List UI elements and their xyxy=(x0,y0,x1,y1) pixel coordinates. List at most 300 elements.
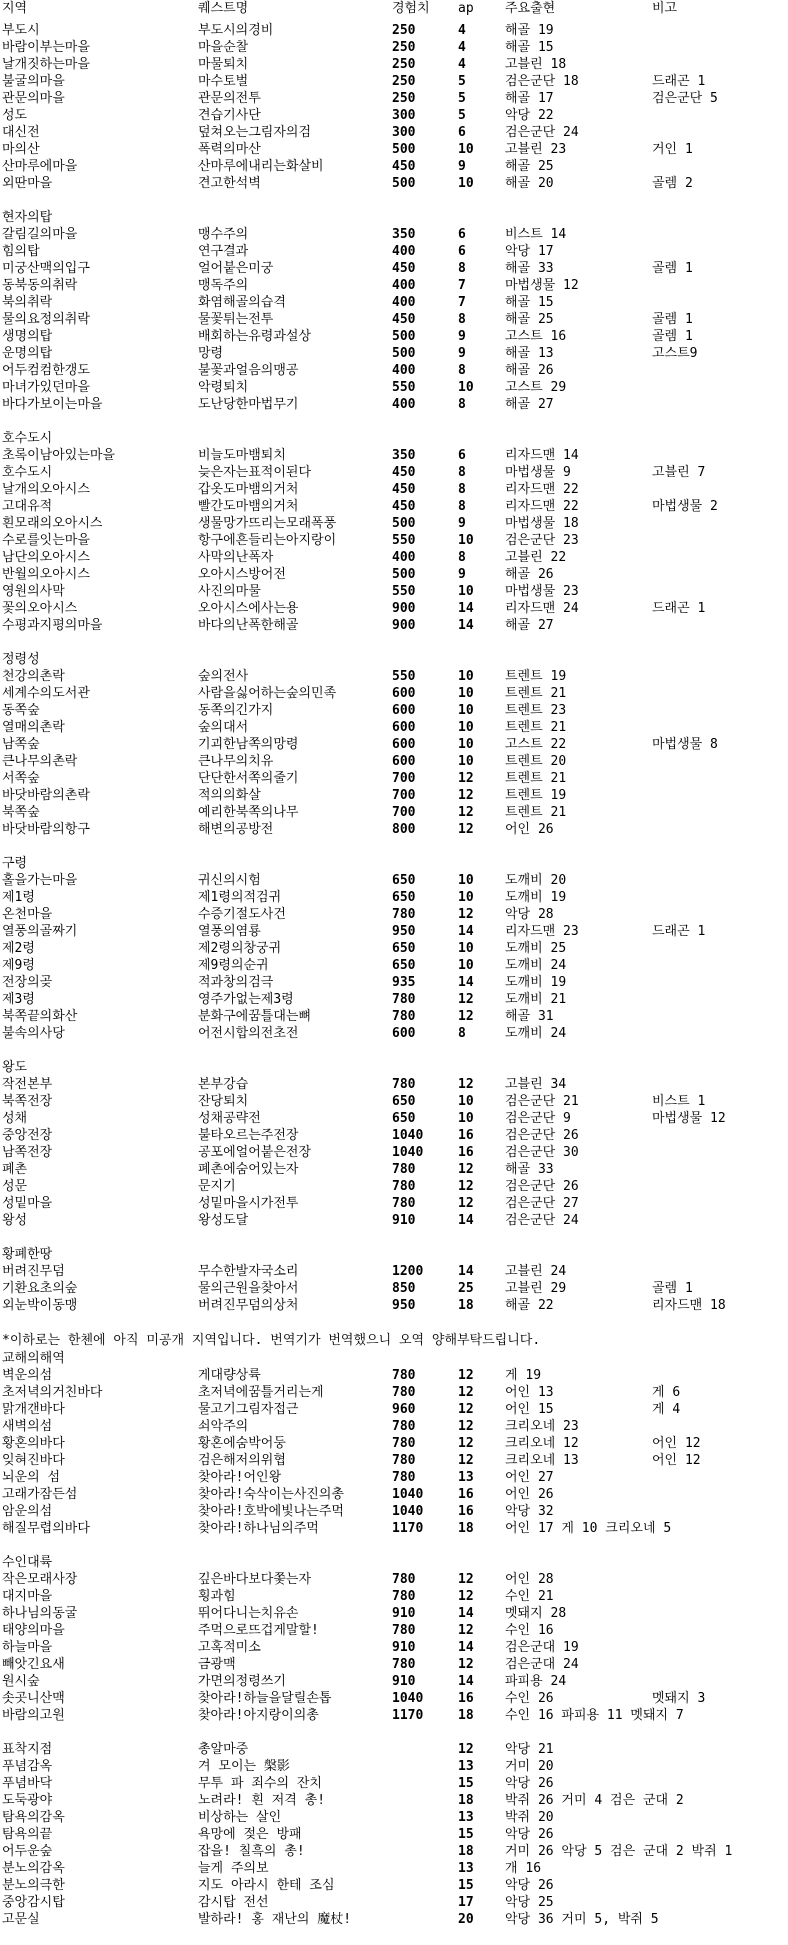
region-cell: 새벽의섬 xyxy=(2,1419,53,1434)
quest-name-cell: 연구결과 xyxy=(198,244,249,259)
table-row xyxy=(0,1059,788,1076)
monsters-cell: 마법생물 12 xyxy=(505,278,579,293)
ap-cell: 14 xyxy=(458,924,474,939)
monsters-cell: 수인 26 xyxy=(505,1691,554,1706)
monsters-cell: 도깨비 19 xyxy=(505,890,567,905)
region-cell: 하늘마을 xyxy=(2,1640,53,1655)
ap-cell: 12 xyxy=(458,822,474,837)
table-row xyxy=(0,379,788,396)
monsters-cell: 어인 28 xyxy=(505,1572,554,1587)
note-header: 비고 xyxy=(652,1,678,16)
sections-unreleased xyxy=(0,1350,788,1945)
region-cell: 관문의마을 xyxy=(2,91,65,106)
exp-cell: 250 xyxy=(392,23,416,38)
note-cell: 골렘 1 xyxy=(652,312,693,327)
region-cell: 남쪽전장 xyxy=(2,1145,53,1160)
ap-cell: 12 xyxy=(458,1419,474,1434)
ap-cell: 12 xyxy=(458,1196,474,1211)
quest-name-cell: 검은해저의위협 xyxy=(198,1453,286,1468)
exp-cell: 780 xyxy=(392,1589,416,1604)
quest-name-cell: 게대량상륙 xyxy=(198,1368,261,1383)
exp-cell: 780 xyxy=(392,907,416,922)
table-row xyxy=(0,1076,788,1093)
quest-name-cell: 화염해골의습격 xyxy=(198,295,286,310)
exp-cell: 600 xyxy=(392,737,416,752)
ap-cell: 13 xyxy=(458,1861,474,1876)
monsters-cell: 악당 21 xyxy=(505,1742,554,1757)
quest-name-cell: 비상하는 살인 xyxy=(198,1810,282,1825)
table-row xyxy=(0,1571,788,1588)
quest-name-cell: 폐촌에숨어있는자 xyxy=(198,1162,299,1177)
table-row xyxy=(0,1554,788,1571)
monsters-cell: 어인 26 xyxy=(505,1487,554,1502)
ap-cell: 13 xyxy=(458,1470,474,1485)
exp-cell: 550 xyxy=(392,584,416,599)
region-cell: 작전본부 xyxy=(2,1077,53,1092)
monsters-cell: 비스트 14 xyxy=(505,227,567,242)
table-row xyxy=(0,1212,788,1229)
monsters-cell: 크리오네 12 xyxy=(505,1436,579,1451)
quest-name-cell: 노려라! 흰 저격 총! xyxy=(198,1793,326,1808)
quest-name-cell: 주먹으로뜨겁게말할! xyxy=(198,1623,319,1638)
note-cell: 마법생물 2 xyxy=(652,499,718,514)
quest-name-cell: 찾아라!호박에빛나는주먹 xyxy=(198,1504,344,1519)
note-cell: 드래곤 1 xyxy=(652,74,706,89)
table-row xyxy=(0,464,788,481)
region-cell: 바람이부는마을 xyxy=(2,40,90,55)
quest-name-header: 퀘스트명 xyxy=(198,1,249,16)
exp-cell: 780 xyxy=(392,1385,416,1400)
table-row xyxy=(0,1673,788,1690)
monsters-cell: 해골 19 xyxy=(505,23,554,38)
monsters-cell: 크리오네 23 xyxy=(505,1419,579,1434)
table-row xyxy=(0,1775,788,1792)
ap-cell: 10 xyxy=(458,380,474,395)
exp-cell: 400 xyxy=(392,397,416,412)
region-cell: 성채 xyxy=(2,1111,28,1126)
monsters-cell: 악당 26 xyxy=(505,1827,554,1842)
note-cell: 게 6 xyxy=(652,1385,681,1400)
quest-name-cell: 바다의난폭한해골 xyxy=(198,618,299,633)
region-cell: 현자의탑 xyxy=(2,210,53,225)
table-row xyxy=(0,532,788,549)
region-cell: 바닷바람의촌락 xyxy=(2,788,90,803)
table-row xyxy=(0,1639,788,1656)
quest-name-cell: 사진의마물 xyxy=(198,584,261,599)
table-row xyxy=(0,1195,788,1212)
note-cell: 게 4 xyxy=(652,1402,681,1417)
region-cell: 세계수의도서관 xyxy=(2,686,90,701)
monsters-cell: 리자드맨 14 xyxy=(505,448,579,463)
monsters-cell: 리자드맨 22 xyxy=(505,482,579,497)
exp-cell: 500 xyxy=(392,567,416,582)
region-cell: 부도시 xyxy=(2,23,40,38)
ap-cell: 12 xyxy=(458,1009,474,1024)
exp-cell: 950 xyxy=(392,924,416,939)
region-cell: 정령성 xyxy=(2,652,40,667)
ap-cell: 10 xyxy=(458,703,474,718)
quest-name-cell: 관문의전투 xyxy=(198,91,261,106)
ap-cell: 8 xyxy=(458,1026,466,1041)
ap-cell: 4 xyxy=(458,40,466,55)
ap-cell: 14 xyxy=(458,1640,474,1655)
region-cell: 수평과지평의마을 xyxy=(2,618,103,633)
ap-cell: 12 xyxy=(458,1453,474,1468)
region-cell: 온천마을 xyxy=(2,907,53,922)
table-row xyxy=(0,1792,788,1809)
ap-cell: 4 xyxy=(458,23,466,38)
monsters-cell: 트렌트 23 xyxy=(505,703,567,718)
monsters-cell: 고스트 29 xyxy=(505,380,567,395)
ap-cell: 20 xyxy=(458,1912,474,1927)
monsters-cell: 검은군단 24 xyxy=(505,1213,579,1228)
ap-cell: 5 xyxy=(458,91,466,106)
ap-cell: 16 xyxy=(458,1504,474,1519)
note-cell: 골렘 2 xyxy=(652,176,693,191)
region-cell: 동쪽숲 xyxy=(2,703,40,718)
ap-cell: 16 xyxy=(458,1691,474,1706)
table-row xyxy=(0,1384,788,1401)
region-cell: 물의요정의취락 xyxy=(2,312,90,327)
region-cell: 버려진무덤 xyxy=(2,1264,65,1279)
table-row xyxy=(0,940,788,957)
ap-cell: 8 xyxy=(458,363,466,378)
exp-cell: 450 xyxy=(392,312,416,327)
monsters-cell: 리자드맨 22 xyxy=(505,499,579,514)
monsters-cell: 악당 25 xyxy=(505,1895,554,1910)
table-row xyxy=(0,1741,788,1758)
quest-name-cell: 성밑마을시가전투 xyxy=(198,1196,299,1211)
quest-name-cell: 늘게 주의보 xyxy=(198,1861,269,1876)
quest-name-cell: 배회하는유령과설상 xyxy=(198,329,312,344)
table-row xyxy=(0,1809,788,1826)
quest-name-cell: 오아시스에사는용 xyxy=(198,601,299,616)
exp-cell: 1040 xyxy=(392,1128,424,1143)
monsters-cell: 수인 16 xyxy=(505,1623,554,1638)
ap-cell: 15 xyxy=(458,1878,474,1893)
quest-name-cell: 찾아라!아지랑이의총 xyxy=(198,1708,319,1723)
table-row xyxy=(0,1263,788,1280)
region-cell: 열풍의골짜기 xyxy=(2,924,78,939)
monsters-cell: 고블린 34 xyxy=(505,1077,567,1092)
region-cell: 폐촌 xyxy=(2,1162,28,1177)
ap-cell: 12 xyxy=(458,1179,474,1194)
table-row xyxy=(0,1350,788,1367)
monsters-cell: 고스트 16 xyxy=(505,329,567,344)
note-cell: 거인 1 xyxy=(652,142,693,157)
monsters-cell: 해골 15 xyxy=(505,295,554,310)
quest-name-cell: 지도 아라시 한테 조심 xyxy=(198,1878,335,1893)
ap-cell: 6 xyxy=(458,227,466,242)
region-cell: 해질무렵의바다 xyxy=(2,1521,90,1536)
exp-cell: 550 xyxy=(392,669,416,684)
table-row xyxy=(0,1894,788,1911)
exp-cell: 450 xyxy=(392,482,416,497)
note-cell: 비스트 1 xyxy=(652,1094,706,1109)
table-row xyxy=(0,1758,788,1775)
table-row xyxy=(0,447,788,464)
region-cell: 어두운숲 xyxy=(2,1844,53,1859)
region-cell: 남단의오아시스 xyxy=(2,550,90,565)
table-row xyxy=(0,1469,788,1486)
region-cell: 수로를잇는마을 xyxy=(2,533,90,548)
region-cell: 대지마을 xyxy=(2,1589,53,1604)
ap-cell: 9 xyxy=(458,329,466,344)
table-row xyxy=(0,1025,788,1042)
quest-name-cell: 불타오르는주전장 xyxy=(198,1128,299,1143)
monsters-cell: 해골 25 xyxy=(505,159,554,174)
table-row xyxy=(0,1860,788,1877)
monsters-cell: 마법생물 18 xyxy=(505,516,579,531)
quest-name-cell: 적과창의검극 xyxy=(198,975,274,990)
table-row xyxy=(0,345,788,362)
table-row xyxy=(0,1008,788,1025)
ap-cell: 14 xyxy=(458,601,474,616)
note-cell: 고블린 7 xyxy=(652,465,706,480)
ap-cell: 14 xyxy=(458,1264,474,1279)
exp-cell: 250 xyxy=(392,40,416,55)
section-group xyxy=(0,1554,788,1724)
quest-name-cell: 마수토벌 xyxy=(198,74,249,89)
ap-cell: 16 xyxy=(458,1145,474,1160)
note-cell: 골렘 1 xyxy=(652,261,693,276)
table-row xyxy=(0,804,788,821)
region-cell: 제1령 xyxy=(2,890,35,905)
region-cell: 뇌운의 섬 xyxy=(2,1470,61,1485)
table-row xyxy=(0,1435,788,1452)
table-row xyxy=(0,1843,788,1860)
monsters-cell: 검은군단 26 xyxy=(505,1179,579,1194)
ap-cell: 10 xyxy=(458,584,474,599)
quest-name-cell: 불꽃과얼음의맹공 xyxy=(198,363,299,378)
quest-name-cell: 무수한발자국소리 xyxy=(198,1264,299,1279)
quest-name-cell: 찾아라!하나님의주먹 xyxy=(198,1521,319,1536)
ap-cell: 10 xyxy=(458,669,474,684)
exp-cell: 650 xyxy=(392,873,416,888)
section-group xyxy=(0,1059,788,1229)
monsters-cell: 수인 16 파피용 11 멧돼지 7 xyxy=(505,1708,684,1723)
region-cell: 흰모래의오아시스 xyxy=(2,516,103,531)
monsters-cell: 고블린 23 xyxy=(505,142,567,157)
exp-cell: 780 xyxy=(392,1419,416,1434)
region-cell: 초저녁의거친바다 xyxy=(2,1385,103,1400)
quest-name-cell: 찾아라!하늘을달릴손톱 xyxy=(198,1691,332,1706)
region-cell: 남쪽숲 xyxy=(2,737,40,752)
region-cell: 북쪽끝의화산 xyxy=(2,1009,78,1024)
exp-cell: 950 xyxy=(392,1298,416,1313)
exp-cell: 350 xyxy=(392,448,416,463)
table-row xyxy=(0,549,788,566)
exp-cell: 780 xyxy=(392,1368,416,1383)
quest-name-cell: 늦은자는표적이된다 xyxy=(198,465,312,480)
monsters-cell: 해골 27 xyxy=(505,397,554,412)
table-row xyxy=(0,498,788,515)
quest-name-cell: 산마루에내리는화살비 xyxy=(198,159,324,174)
quest-name-cell: 빨간도마뱀의거처 xyxy=(198,499,299,514)
ap-cell: 14 xyxy=(458,1674,474,1689)
section-group xyxy=(0,430,788,634)
region-cell: 운명의탑 xyxy=(2,346,53,361)
monsters-cell: 개 16 xyxy=(505,1861,542,1876)
region-cell: 원시숲 xyxy=(2,1674,40,1689)
monsters-cell: 트렌트 21 xyxy=(505,771,567,786)
region-cell: 호수도시 xyxy=(2,465,53,480)
table-row xyxy=(0,56,788,73)
region-cell: 왕성 xyxy=(2,1213,28,1228)
quest-name-cell: 생물망가뜨리는모래폭풍 xyxy=(198,516,337,531)
region-cell: 날개짓하는마을 xyxy=(2,57,90,72)
region-cell: 맑개갠바다 xyxy=(2,1402,65,1417)
table-row xyxy=(0,1622,788,1639)
section-group xyxy=(0,209,788,413)
exp-cell: 700 xyxy=(392,805,416,820)
exp-cell: 1200 xyxy=(392,1264,424,1279)
table-row xyxy=(0,736,788,753)
exp-cell: 800 xyxy=(392,822,416,837)
exp-cell: 910 xyxy=(392,1606,416,1621)
region-cell: 열매의촌락 xyxy=(2,720,65,735)
quest-name-cell: 수증기절도사건 xyxy=(198,907,286,922)
region-cell: 제2령 xyxy=(2,941,35,956)
section-group xyxy=(0,1350,788,1537)
region-cell: 태양의마을 xyxy=(2,1623,65,1638)
monsters-cell: 검은군단 9 xyxy=(505,1111,571,1126)
region-cell: 황혼의바다 xyxy=(2,1436,65,1451)
ap-cell: 9 xyxy=(458,159,466,174)
region-cell: 불속의사당 xyxy=(2,1026,65,1041)
region-cell: 초록이남아있는마을 xyxy=(2,448,116,463)
quest-name-cell: 쇠악주의 xyxy=(198,1419,249,1434)
ap-cell: 10 xyxy=(458,720,474,735)
ap-cell: 13 xyxy=(458,1810,474,1825)
monsters-cell: 악당 22 xyxy=(505,108,554,123)
section-group xyxy=(0,1246,788,1314)
ap-cell: 10 xyxy=(458,873,474,888)
quest-name-cell: 욕망에 젖은 방패 xyxy=(198,1827,302,1842)
table-row xyxy=(0,1520,788,1537)
quest-name-cell: 제9령의순귀 xyxy=(198,958,269,973)
region-cell: 암운의섬 xyxy=(2,1504,53,1519)
quest-name-cell: 예리한북쪽의나무 xyxy=(198,805,299,820)
table-row xyxy=(0,1877,788,1894)
region-cell: 잊혀진바다 xyxy=(2,1453,65,1468)
region-cell: 빼앗긴요새 xyxy=(2,1657,65,1672)
monsters-cell: 트렌트 21 xyxy=(505,720,567,735)
exp-cell: 910 xyxy=(392,1213,416,1228)
note-cell: 마법생물 8 xyxy=(652,737,718,752)
ap-cell: 10 xyxy=(458,958,474,973)
quest-name-cell: 적의의화살 xyxy=(198,788,261,803)
table-row xyxy=(0,1690,788,1707)
table-row xyxy=(0,362,788,379)
ap-cell: 10 xyxy=(458,941,474,956)
ap-cell: 12 xyxy=(458,1589,474,1604)
table-row xyxy=(0,668,788,685)
note-cell: 어인 12 xyxy=(652,1436,701,1451)
region-cell: 바람의고원 xyxy=(2,1708,65,1723)
region-cell: 외딴마을 xyxy=(2,176,53,191)
table-row xyxy=(0,124,788,141)
region-cell: 푸념바닥 xyxy=(2,1776,53,1791)
monsters-cell: 악당 17 xyxy=(505,244,554,259)
exp-cell: 400 xyxy=(392,550,416,565)
table-row xyxy=(0,1503,788,1520)
exp-cell: 700 xyxy=(392,788,416,803)
region-cell: 분노의감옥 xyxy=(2,1861,65,1876)
monsters-cell: 수인 21 xyxy=(505,1589,554,1604)
monsters-cell: 도깨비 25 xyxy=(505,941,567,956)
ap-cell: 12 xyxy=(458,1385,474,1400)
region-cell: 홀을가는마을 xyxy=(2,873,78,888)
exp-cell: 780 xyxy=(392,992,416,1007)
quest-name-cell: 제1령의적검귀 xyxy=(198,890,282,905)
monsters-cell: 거미 20 xyxy=(505,1759,554,1774)
monsters-cell: 트렌트 21 xyxy=(505,805,567,820)
table-row xyxy=(0,1656,788,1673)
table-row xyxy=(0,1161,788,1178)
region-cell: 미궁산맥의입구 xyxy=(2,261,90,276)
quest-name-cell: 발하라! 홍 재난의 魔杖! xyxy=(198,1912,352,1927)
ap-cell: 10 xyxy=(458,1094,474,1109)
section-group xyxy=(0,855,788,1042)
quest-name-cell: 본부강습 xyxy=(198,1077,249,1092)
exp-cell: 600 xyxy=(392,703,416,718)
table-row xyxy=(0,787,788,804)
quest-name-cell: 성채공략전 xyxy=(198,1111,261,1126)
region-cell: 표착지점 xyxy=(2,1742,53,1757)
exp-cell: 700 xyxy=(392,771,416,786)
region-cell: 기환요초의숲 xyxy=(2,1281,78,1296)
monsters-cell: 해골 17 xyxy=(505,91,554,106)
ap-cell: 10 xyxy=(458,176,474,191)
note-cell: 골렘 1 xyxy=(652,1281,693,1296)
region-cell: 호수도시 xyxy=(2,431,53,446)
quest-name-cell: 사막의난폭자 xyxy=(198,550,274,565)
quest-name-cell: 얼어붙은미궁 xyxy=(198,261,274,276)
quest-name-cell: 감시탑 전선 xyxy=(198,1895,269,1910)
region-cell: 고대유적 xyxy=(2,499,53,514)
exp-cell: 500 xyxy=(392,142,416,157)
quest-name-cell: 찾아라!어인왕 xyxy=(198,1470,282,1485)
quest-name-cell: 어전시합의전초전 xyxy=(198,1026,299,1041)
monsters-cell: 박쥐 26 거미 4 검은 군대 2 xyxy=(505,1793,684,1808)
exp-cell: 780 xyxy=(392,1572,416,1587)
section-group xyxy=(0,1741,788,1928)
section-group xyxy=(0,22,788,192)
exp-cell: 780 xyxy=(392,1623,416,1638)
ap-cell: 8 xyxy=(458,550,466,565)
table-row xyxy=(0,396,788,413)
ap-cell: 6 xyxy=(458,448,466,463)
table-row xyxy=(0,260,788,277)
monsters-cell: 트렌트 19 xyxy=(505,669,567,684)
exp-cell: 1040 xyxy=(392,1145,424,1160)
ap-cell: 12 xyxy=(458,1436,474,1451)
ap-cell: 12 xyxy=(458,1368,474,1383)
quest-name-cell: 숲의대서 xyxy=(198,720,249,735)
table-row xyxy=(0,1486,788,1503)
table-row xyxy=(0,294,788,311)
ap-cell: 8 xyxy=(458,397,466,412)
region-cell: 중앙전장 xyxy=(2,1128,53,1143)
note-cell: 리자드맨 18 xyxy=(652,1298,726,1313)
table-row xyxy=(0,515,788,532)
table-row xyxy=(0,566,788,583)
region-cell: 벽운의섬 xyxy=(2,1368,53,1383)
ap-cell: 13 xyxy=(458,1759,474,1774)
monsters-cell: 해골 26 xyxy=(505,363,554,378)
quest-name-cell: 동쪽의긴가지 xyxy=(198,703,274,718)
